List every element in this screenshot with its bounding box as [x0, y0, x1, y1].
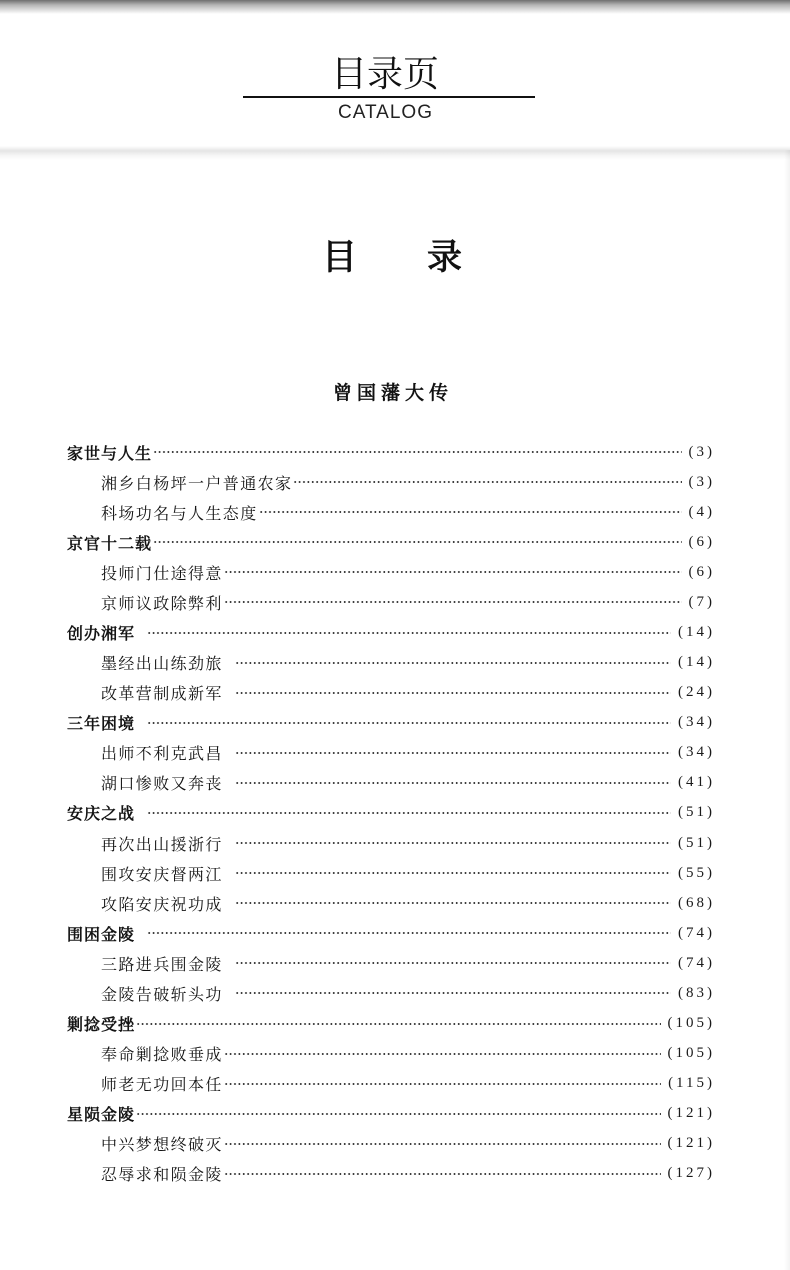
dot-leader — [235, 781, 671, 785]
toc-section-title: 再次出山援浙行 — [101, 834, 223, 854]
toc-chapter-title: 剿捻受挫 — [67, 1015, 136, 1035]
page-top-shadow — [0, 146, 790, 160]
toc-page-number: (127) — [667, 1165, 715, 1182]
toc-section-row — [67, 738, 715, 768]
toc-page-number: (7) — [688, 593, 715, 610]
toc-chapter-row — [67, 1008, 715, 1038]
dot-leader — [235, 691, 671, 695]
toc-page-number: (41) — [678, 774, 715, 791]
toc-chapter-title: 围困金陵 — [67, 924, 136, 944]
dot-leader — [147, 811, 671, 815]
dot-leader — [147, 721, 671, 725]
toc-chapter-title: 星陨金陵 — [67, 1105, 136, 1125]
dot-leader — [153, 540, 681, 544]
toc-page-number: (121) — [667, 1135, 715, 1152]
toc-section-title: 奉命剿捻败垂成 — [101, 1045, 223, 1065]
dot-leader — [224, 570, 682, 574]
dot-leader — [136, 1112, 660, 1116]
toc-chapter-title: 三年困境 — [67, 714, 136, 734]
dot-leader — [224, 1172, 661, 1176]
toc-page-number: (105) — [667, 1045, 715, 1062]
dot-leader — [235, 991, 671, 995]
toc-chapter-title: 安庆之战 — [67, 804, 136, 824]
toc-page-number: (14) — [678, 654, 715, 671]
dot-leader — [235, 901, 671, 905]
toc-section-title: 出师不利克武昌 — [101, 744, 223, 764]
toc-page-number: (68) — [678, 894, 715, 911]
toc-section-row — [67, 1039, 715, 1069]
page-right-shadow — [784, 150, 790, 1270]
toc-chapter-title: 京官十二载 — [67, 533, 153, 553]
dot-leader — [147, 931, 671, 935]
catalog-heading: 目录页 — [330, 54, 439, 95]
toc-section-row — [67, 467, 715, 497]
dot-leader — [293, 480, 681, 484]
toc-section-row — [67, 828, 715, 858]
toc-chapter-row — [67, 617, 715, 647]
toc-section-title: 攻陷安庆祝功成 — [101, 894, 223, 914]
toc-page-number: (24) — [678, 684, 715, 701]
toc-section-row — [67, 557, 715, 587]
catalog-subheading: CATALOG — [338, 102, 433, 123]
contents-title: 目 录 — [321, 237, 462, 278]
toc-chapter-row — [67, 527, 715, 557]
toc-page-number: (115) — [668, 1075, 715, 1092]
dot-leader — [259, 510, 682, 514]
toc-section-row — [67, 948, 715, 978]
toc-page-number: (51) — [678, 834, 715, 851]
heading-divider — [243, 96, 535, 98]
toc-section-title: 改革营制成新军 — [101, 684, 223, 704]
dot-leader — [136, 1022, 660, 1026]
toc-chapter-row — [67, 437, 715, 467]
toc-chapter-title: 创办湘军 — [67, 624, 136, 643]
dot-leader — [224, 600, 682, 604]
toc-chapter-row — [67, 1099, 715, 1129]
toc-section-row — [67, 1129, 715, 1159]
toc-section-title: 围攻安庆督两江 — [101, 864, 223, 884]
toc-section-row — [67, 497, 715, 527]
toc-section-row — [67, 587, 715, 617]
toc-chapter-title: 家世与人生 — [67, 443, 153, 463]
toc-section-title: 金陵告破斩头功 — [101, 984, 223, 1004]
dot-leader — [235, 661, 671, 665]
toc-section-row — [67, 768, 715, 798]
toc-page-number: (55) — [678, 864, 715, 881]
toc-section-row — [67, 858, 715, 888]
toc-section-row — [67, 978, 715, 1008]
toc-page-number: (121) — [667, 1105, 715, 1122]
toc-section-title: 湖口惨败又奔丧 — [101, 774, 223, 794]
toc-section-title: 墨经出山练劲旅 — [101, 654, 223, 674]
toc-section-title: 科场功名与人生态度 — [101, 503, 258, 523]
toc-page-number: (14) — [678, 624, 715, 640]
dot-leader — [147, 631, 671, 635]
dot-leader — [235, 841, 671, 845]
book-title: 曾国藩大传 — [332, 382, 453, 404]
toc-chapter-row — [67, 798, 715, 828]
dot-leader — [235, 871, 671, 875]
toc-list — [67, 437, 715, 1189]
toc-page-number: (83) — [678, 984, 715, 1001]
toc-section-title: 中兴梦想终破灭 — [101, 1135, 223, 1155]
toc-page-number: (34) — [678, 744, 715, 761]
toc-page-number: (6) — [688, 563, 715, 580]
toc-section-row — [67, 1159, 715, 1189]
toc-chapter-row — [67, 918, 715, 948]
toc-page-number: (74) — [678, 954, 715, 971]
dot-leader — [224, 1142, 661, 1146]
toc-section-title: 湘乡白杨坪一户普通农家 — [101, 473, 293, 493]
dot-leader — [224, 1082, 661, 1086]
dot-leader — [153, 450, 681, 454]
toc-page-number: (3) — [688, 443, 715, 460]
toc-section-row — [67, 648, 715, 678]
toc-page-number: (105) — [667, 1015, 715, 1032]
dot-leader — [235, 961, 671, 965]
toc-page-number: (3) — [688, 473, 715, 490]
toc-page-number: (51) — [678, 804, 715, 821]
toc-page-number: (4) — [688, 503, 715, 520]
toc-section-row — [67, 678, 715, 708]
top-edge-shadow — [0, 0, 790, 14]
dot-leader — [235, 751, 671, 755]
toc-section-row — [67, 1069, 715, 1099]
toc-page-number: (34) — [678, 714, 715, 731]
toc-section-title: 投师门仕途得意 — [101, 563, 223, 583]
toc-section-title: 三路进兵围金陵 — [101, 954, 223, 974]
toc-page-number: (6) — [688, 533, 715, 550]
toc-section-title: 忍辱求和陨金陵 — [101, 1165, 223, 1185]
toc-page-number: (74) — [678, 924, 715, 941]
toc-section-title: 京师议政除弊利 — [101, 593, 223, 613]
toc-chapter-row — [67, 708, 715, 738]
toc-section-title: 师老无功回本任 — [101, 1075, 223, 1095]
dot-leader — [224, 1052, 661, 1056]
toc-section-row — [67, 888, 715, 918]
